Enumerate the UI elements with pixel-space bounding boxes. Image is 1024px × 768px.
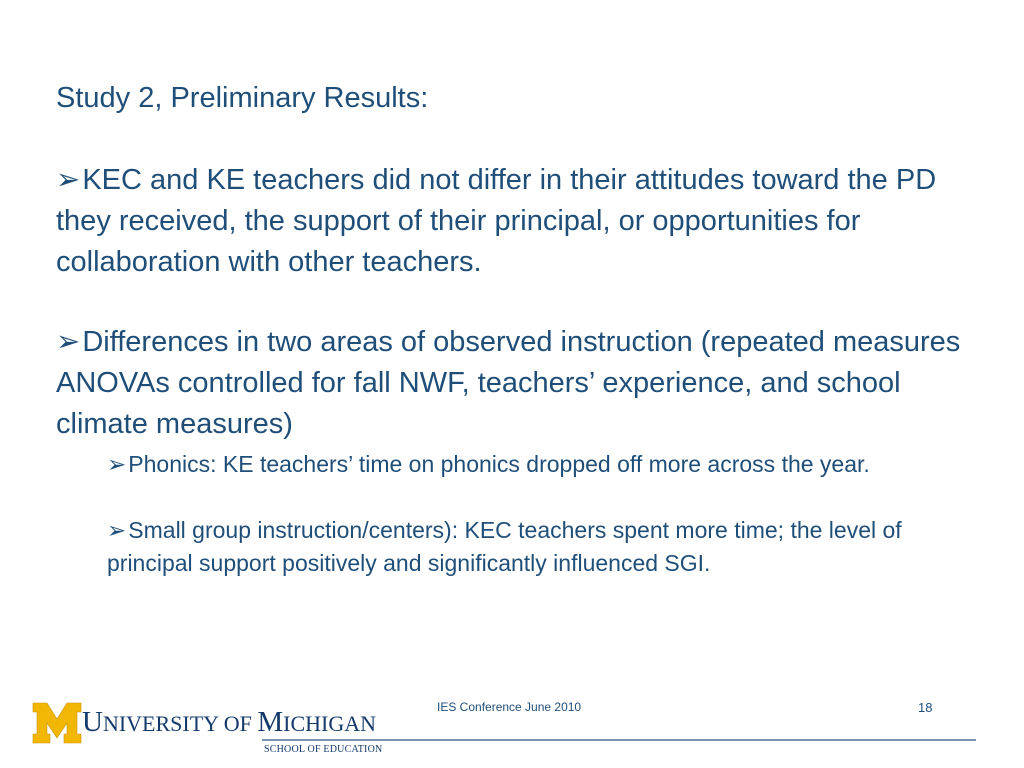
- page-number: 18: [918, 700, 933, 715]
- sub-bullet-item: [107, 448, 957, 481]
- wordmark-initial-m: M: [257, 706, 284, 738]
- sub-bullet-item: [107, 514, 957, 580]
- wordmark-initial-u: U: [82, 706, 103, 738]
- sub-bullet-text: Phonics: KE teachers’ time on phonics dropped off more across the year.: [128, 451, 870, 477]
- bullet-item: [56, 322, 976, 445]
- school-of-education: SCHOOL OF EDUCATION: [264, 744, 383, 755]
- bullet-text: Differences in two areas of observed instruction (repeated measures ANOVAs controlled for fall NWF, teachers’ experience, and school climate measures): [56, 326, 961, 440]
- sub-bullet-text: Small group instruction/centers): KEC teachers spent more time; the level of principal support positively and significantly influenced SGI.: [107, 517, 902, 576]
- arrow-bullet-icon: ➢: [56, 326, 81, 358]
- university-logo: [32, 700, 402, 760]
- wordmark-michigan: ICHIGAN: [283, 711, 377, 736]
- bullet-text: KEC and KE teachers did not differ in their attitudes toward the PD they received, the support of their principal, or opportunities for collaboration with other teachers.: [56, 164, 937, 278]
- wordmark-university: NIVERSITY OF: [102, 711, 258, 736]
- slide-title: Study 2, Preliminary Results:: [56, 82, 429, 114]
- arrow-bullet-icon: ➢: [107, 451, 127, 477]
- arrow-bullet-icon: ➢: [107, 517, 127, 543]
- footer-divider: [262, 739, 976, 741]
- arrow-bullet-icon: ➢: [56, 164, 81, 196]
- bullet-item: [56, 160, 976, 283]
- footer-conference: IES Conference June 2010: [437, 700, 582, 714]
- university-wordmark: [82, 706, 376, 739]
- block-m-icon: [32, 702, 82, 744]
